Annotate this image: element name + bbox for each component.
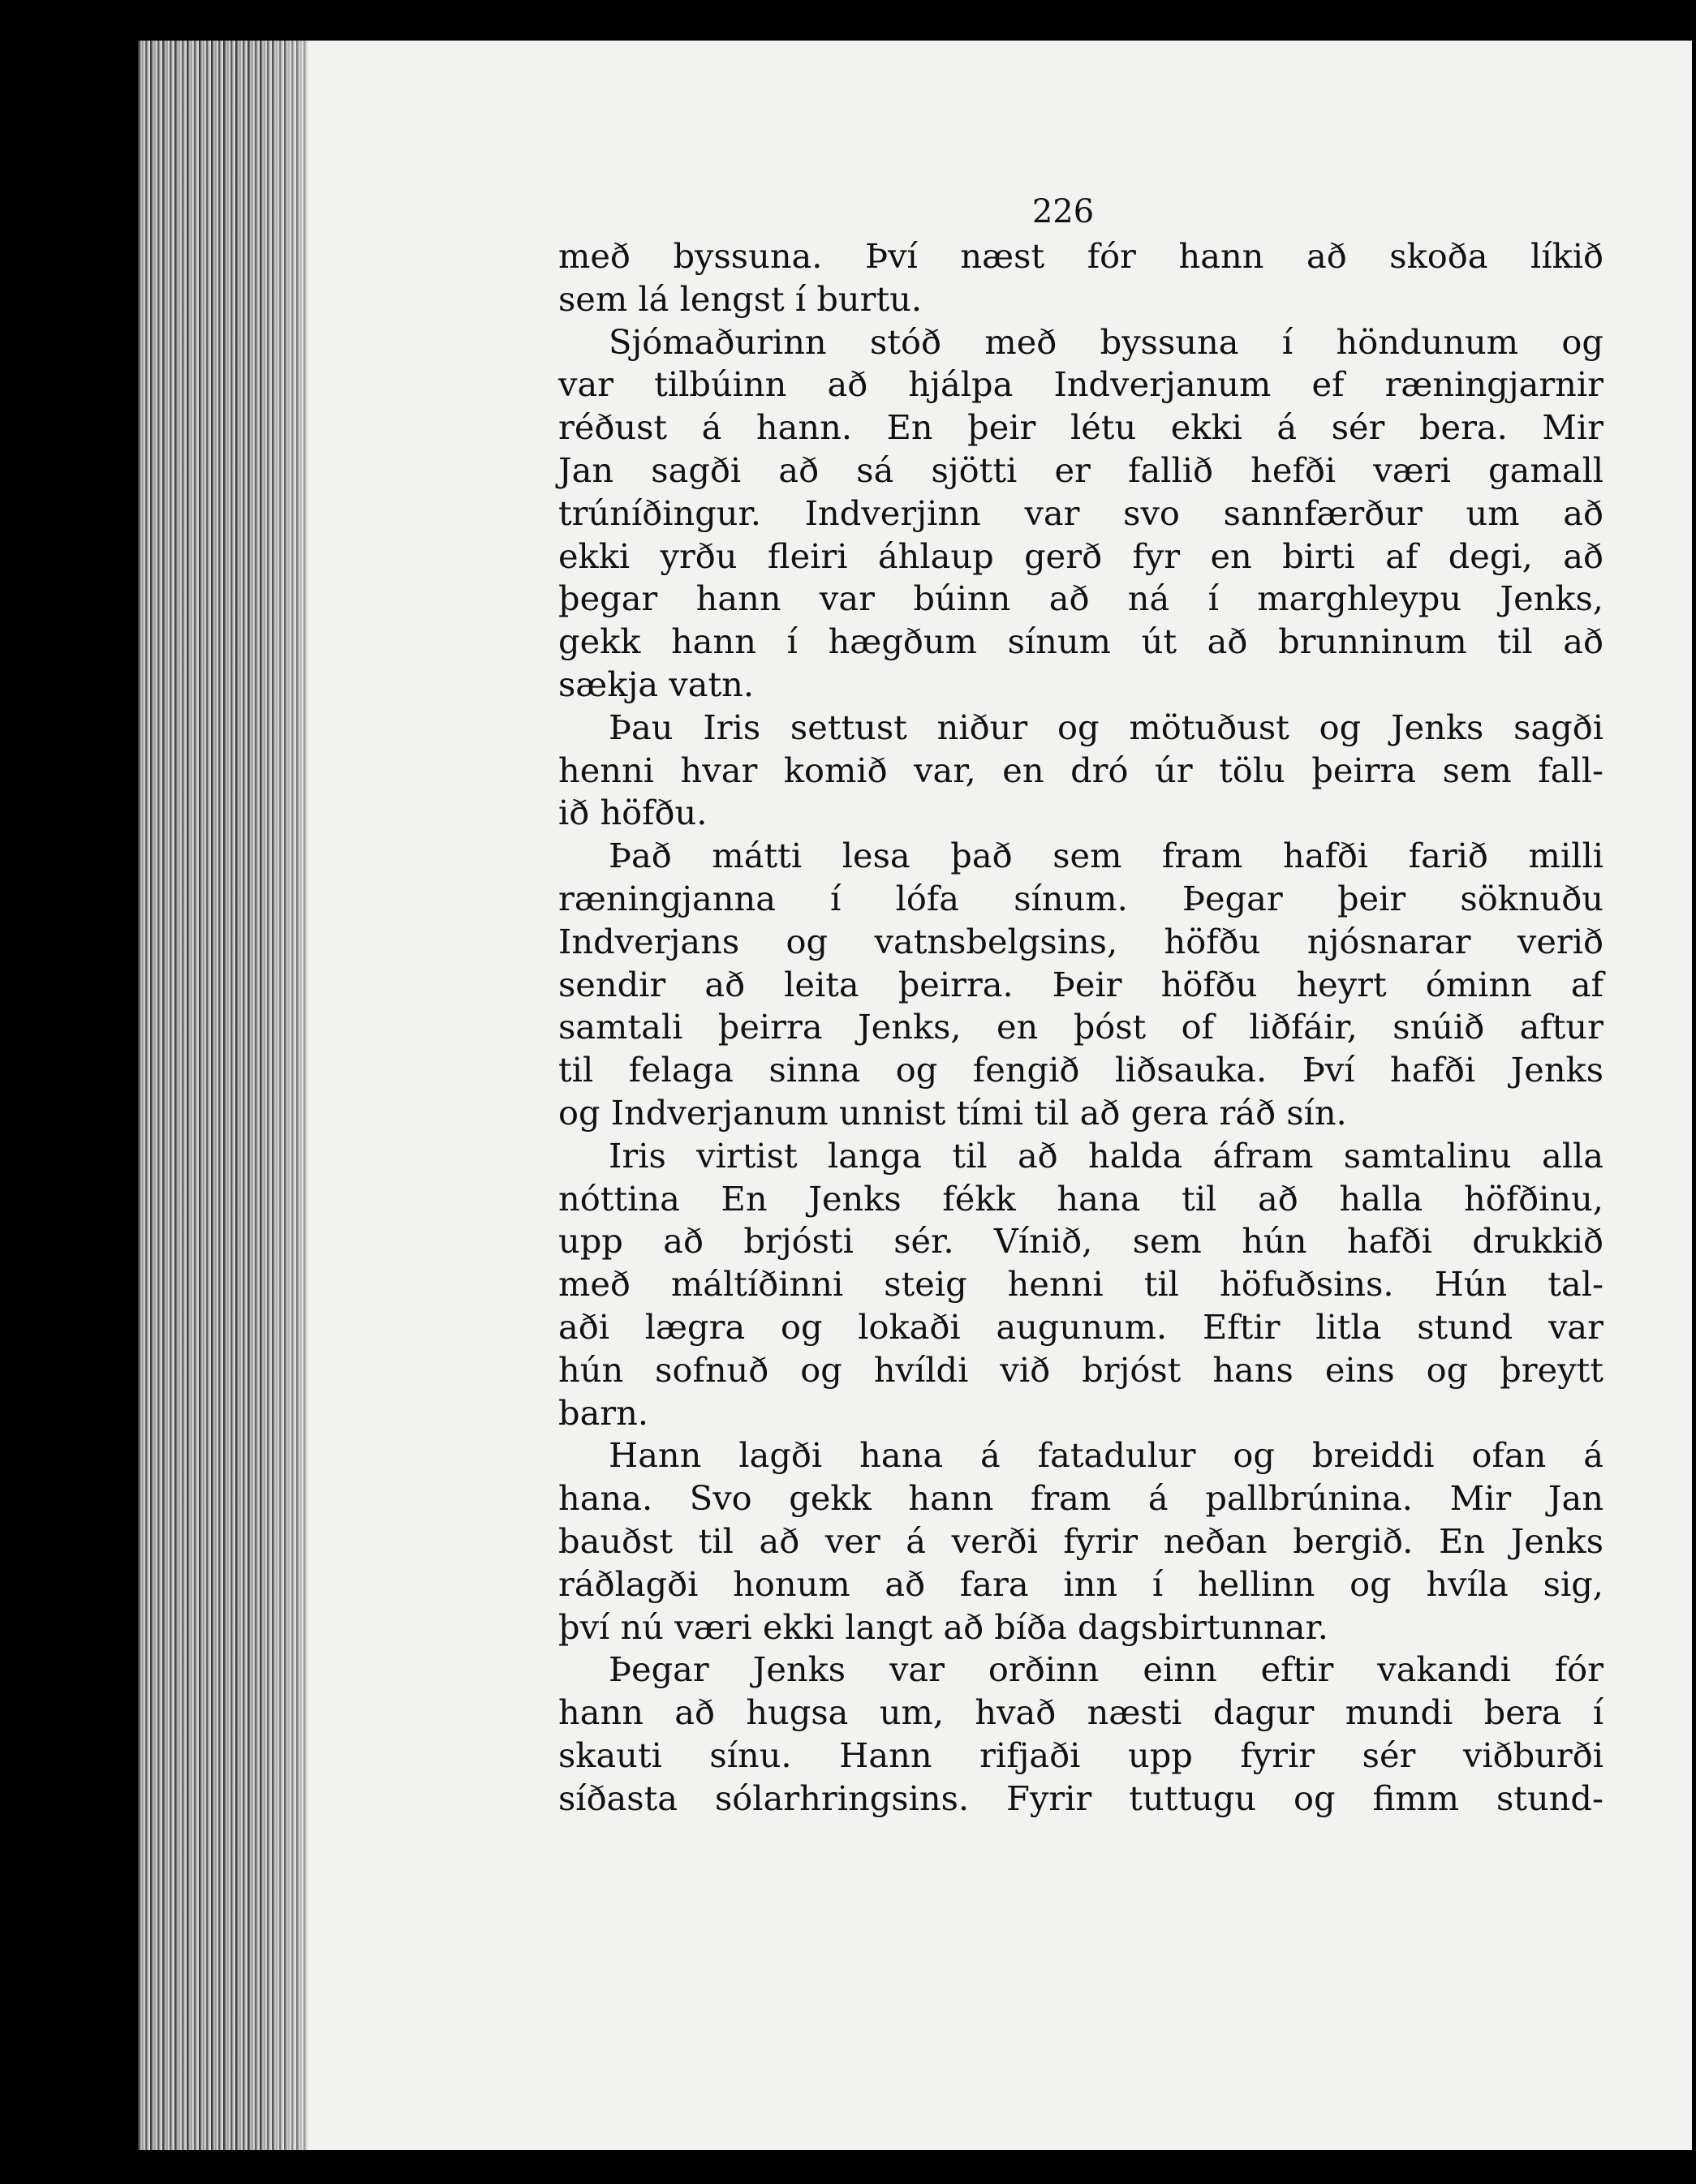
text-line: hann að hugsa um, hvað næsti dagur mundi bera í <box>558 1692 1603 1733</box>
text-line: Hann lagði hana á fatadulur og breiddi ofan á <box>609 1435 1603 1476</box>
text-line: upp að brjósti sér. Vínið, sem hún hafði drukkið <box>558 1221 1603 1262</box>
text-line: réðust á hann. En þeir létu ekki á sér bera. Mir <box>558 407 1603 448</box>
text-line: ræningjanna í lófa sínum. Þegar þeir söknuðu <box>558 878 1603 918</box>
text-line: hana. Svo gekk hann fram á pallbrúnina. Mir Jan <box>558 1478 1603 1519</box>
text-line: Þau Iris settust niður og mötuðust og Jenks sagði <box>609 707 1603 747</box>
page-number: 226 <box>1031 193 1095 230</box>
text-line: nóttina En Jenks fékk hana til að halla höfðinu, <box>558 1178 1603 1219</box>
text-line: sem lá lengst í burtu. <box>558 278 923 319</box>
text-line: var tilbúinn að hjálpa Indverjanum ef ræningjarnir <box>558 364 1603 405</box>
text-line: með byssuna. Því næst fór hann að skoða líkið <box>558 236 1603 276</box>
text-line: og Indverjanum unnist tími til að gera ráð sín. <box>558 1092 1347 1133</box>
text-line: þegar hann var búinn að ná í marghleypu Jenks, <box>558 578 1603 619</box>
text-line: sækja vatn. <box>558 664 755 704</box>
text-line: Jan sagði að sá sjötti er fallið hefði væri gamall <box>558 449 1603 490</box>
body-text <box>558 235 1603 1820</box>
book-page <box>138 41 1692 2150</box>
text-line: því nú væri ekki langt að bíða dagsbirtunnar. <box>558 1606 1328 1647</box>
text-line: ráðlagði honum að fara inn í hellinn og hvíla sig, <box>558 1563 1603 1604</box>
text-line: gekk hann í hægðum sínum út að brunninum til að <box>558 621 1603 662</box>
page-edge-shadow <box>260 41 390 2150</box>
text-line: ekki yrðu fleiri áhlaup gerð fyr en birti af degi, að <box>558 535 1603 576</box>
text-line: barn. <box>558 1392 649 1433</box>
text-line: henni hvar komið var, en dró úr tölu þeirra sem fall- <box>558 750 1603 790</box>
text-line: til felaga sinna og fengið liðsauka. Því hafði Jenks <box>558 1050 1603 1090</box>
text-line: Það mátti lesa það sem fram hafði farið milli <box>609 836 1603 876</box>
text-line: með máltíðinni steig henni til höfuðsins. Hún tal- <box>558 1264 1603 1305</box>
text-line: hún sofnuð og hvíldi við brjóst hans eins og þreytt <box>558 1349 1603 1390</box>
text-line: trúníðingur. Indverjinn var svo sannfærður um að <box>558 492 1603 533</box>
text-line: síðasta sólarhringsins. Fyrir tuttugu og fimm stund- <box>558 1778 1603 1818</box>
text-line: sendir að leita þeirra. Þeir höfðu heyrt óminn af <box>558 964 1603 1004</box>
text-line: skauti sínu. Hann rifjaði upp fyrir sér viðburði <box>558 1735 1603 1775</box>
text-line: aði lægra og lokaði augunum. Eftir litla stund var <box>558 1306 1603 1347</box>
text-line: ið höfðu. <box>558 793 708 833</box>
text-line: Þegar Jenks var orðinn einn eftir vakandi fór <box>609 1649 1603 1690</box>
text-line: samtali þeirra Jenks, en þóst of liðfáir, snúið aftur <box>558 1007 1603 1047</box>
text-line: bauðst til að ver á verði fyrir neðan bergið. En Jenks <box>558 1520 1603 1561</box>
text-line: Sjómaðurinn stóð með byssuna í höndunum og <box>609 321 1603 362</box>
text-line: Indverjans og vatnsbelgsins, höfðu njósnarar verið <box>558 921 1603 961</box>
text-line: Iris virtist langa til að halda áfram samtalinu alla <box>609 1135 1603 1176</box>
